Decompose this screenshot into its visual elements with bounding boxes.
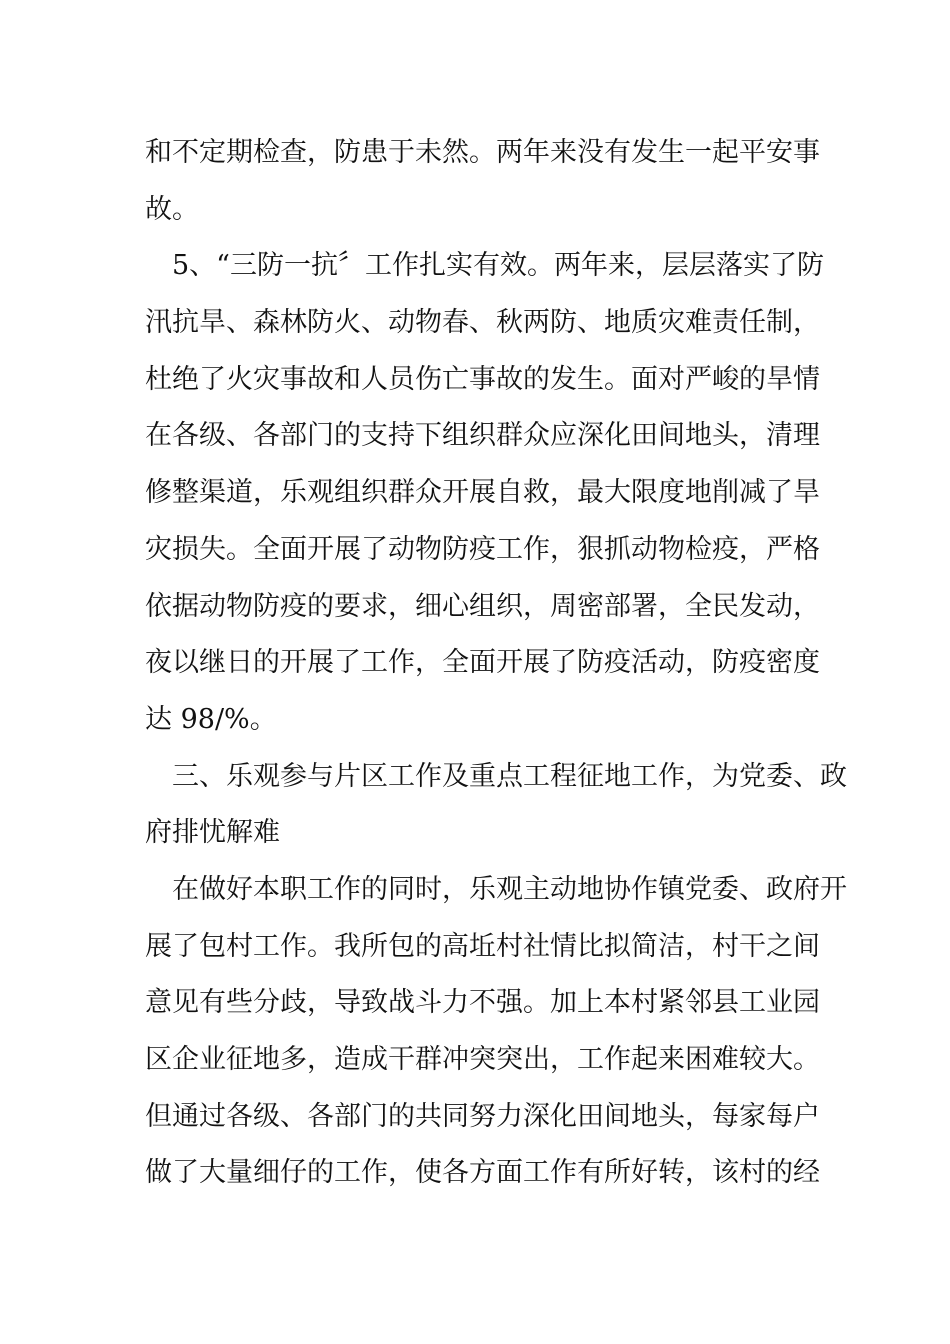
text-line: 故。 — [145, 193, 199, 225]
text-line: 和不定期检查，防患于未然。两年来没有发生一起平安事 — [145, 137, 820, 168]
text-line: 灾损失。全面开展了动物防疫工作，狠抓动物检疫，严格 — [145, 533, 820, 565]
text-line: 夜以继日的开展了工作，全面开展了防疫活动，防疫密度 — [145, 647, 820, 679]
text-line: 做了大量细仔的工作，使各方面工作有所好转，该村的经 — [145, 1157, 820, 1189]
text-line: 依据动物防疫的要求，细心组织，周密部署，全民发动， — [145, 590, 820, 622]
text-line: 在各级、各部门的支持下组织群众应深化田间地头，清理 — [145, 420, 820, 452]
text-line: 意见有些分歧，导致战斗力不强。加上本村紧邻县工业园 — [145, 987, 820, 1019]
text-line: 展了包村工作。我所包的高坵村社情比拟简洁，村干之间 — [145, 930, 820, 962]
text-line: 汛抗旱、森林防火、动物春、秋两防、地质灾难责任制， — [145, 307, 820, 339]
text-line: 修整渠道，乐观组织群众开展自救，最大限度地削减了旱 — [145, 477, 820, 509]
text-line: 但通过各级、各部门的共同努力深化田间地头，每家每户 — [145, 1100, 820, 1132]
text-line: 杜绝了火灾事故和人员伤亡事故的发生。面对严峻的旱情 — [145, 363, 820, 395]
text-line: 在做好本职工作的同时，乐观主动地协作镇党委、政府开 — [172, 873, 847, 905]
text-line: 三、乐观参与片区工作及重点工程征地工作，为党委、政 — [172, 760, 847, 792]
text-line: 5、“三防一抗〞工作扎实有效。两年来，层层落实了防 — [172, 250, 824, 282]
text-line: 达 98/%。 — [145, 703, 277, 735]
document-body — [145, 125, 847, 1202]
text-line: 区企业征地多，造成干群冲突突出，工作起来困难较大。 — [145, 1044, 820, 1075]
text-line: 府排忧解难 — [145, 817, 280, 849]
